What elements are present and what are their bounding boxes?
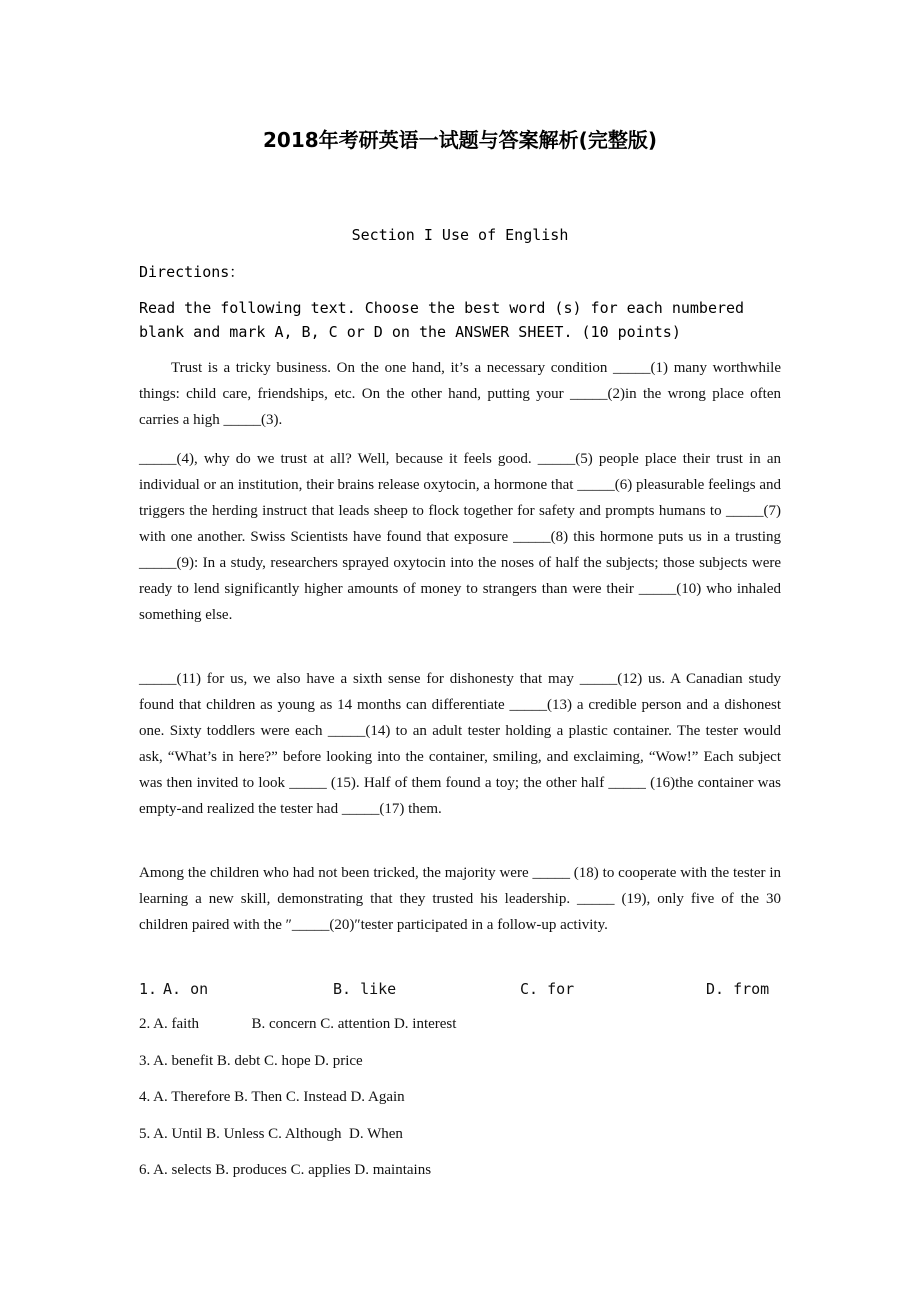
question-4-options: 4. A. Therefore B. Then C. Instead D. Again [139,1089,405,1105]
passage-paragraph-4: Among the children who had not been tricked, the majority were _____ (18) to cooperate with the tester in learning a new skill, demonstrating that they trusted his leadership. _____ (19), only five of the 30 children paired with the ″_____(20)″tester participated in a follow-up activity. [139,865,781,933]
passage-paragraph-1: Trust is a tricky business. On the one hand, it’s a necessary condition _____(1) many worthwhile things: child care, friendships, etc. On the other hand, putting your _____(2)in the wrong place often carries a high _____(3). [139,360,781,428]
instructions-text: Read the following text. Choose the best word (s) for each numbered blank and mark A, B, C or D on the ANSWER SHEET. (10 points) [139,299,745,341]
section-heading: Section I Use of English [351,226,569,244]
passage-paragraph-2: _____(4), why do we trust at all? Well, because it feels good. _____(5) people place their trust in an individual or an institution, their brains release oxytocin, a hormone that _____(6) pleasurable feelings and triggers the herding instruct that leads sheep to flock together for safety and prompts humans to _____(7) with one another. Swiss Scientists have found that exposure _____(8) this hormone puts us in a trusting _____(9): In a study, researchers sprayed oxytocin into the noses of half the subjects; those subjects were ready to lend significantly higher amounts of money to strangers than were their _____(10) who inhaled something else. [139,451,781,623]
question-1-option-b: B. like [333,980,397,998]
document-title: 2018年考研英语一试题与答案解析(完整版) [263,128,657,152]
question-1-option-d: D. from [706,980,770,998]
passage-paragraph-3: _____(11) for us, we also have a sixth sense for dishonesty that may _____(12) us. A Canadian study found that children as young as 14 months can differentiate _____(13) a credible person and a dishonest one. Sixty toddlers were each _____(14) to an adult tester holding a plastic container. The tester would ask, “What’s in here?” before looking into the container, smiling, and exclaiming, “Wow!” Each subject was then invited to look _____ (15). Half of them found a toy; the other half _____ (16)the container was empty-and realized the tester had _____(17) them. [139,671,781,817]
question-5-options: 5. A. Until B. Unless C. Although D. When [139,1126,403,1142]
question-1-option-c: C. for [520,980,575,998]
question-1-number: 1. [139,980,158,998]
question-6-options: 6. A. selects B. produces C. applies D. maintains [139,1162,432,1178]
question-1-options [139,980,781,1000]
directions-label: Directions： [139,263,245,281]
question-2-options: 2. A. faith B. concern C. attention D. interest [139,1016,457,1032]
question-3-options: 3. A. benefit B. debt C. hope D. price [139,1053,363,1069]
question-1-option-a: A. on [163,980,209,998]
